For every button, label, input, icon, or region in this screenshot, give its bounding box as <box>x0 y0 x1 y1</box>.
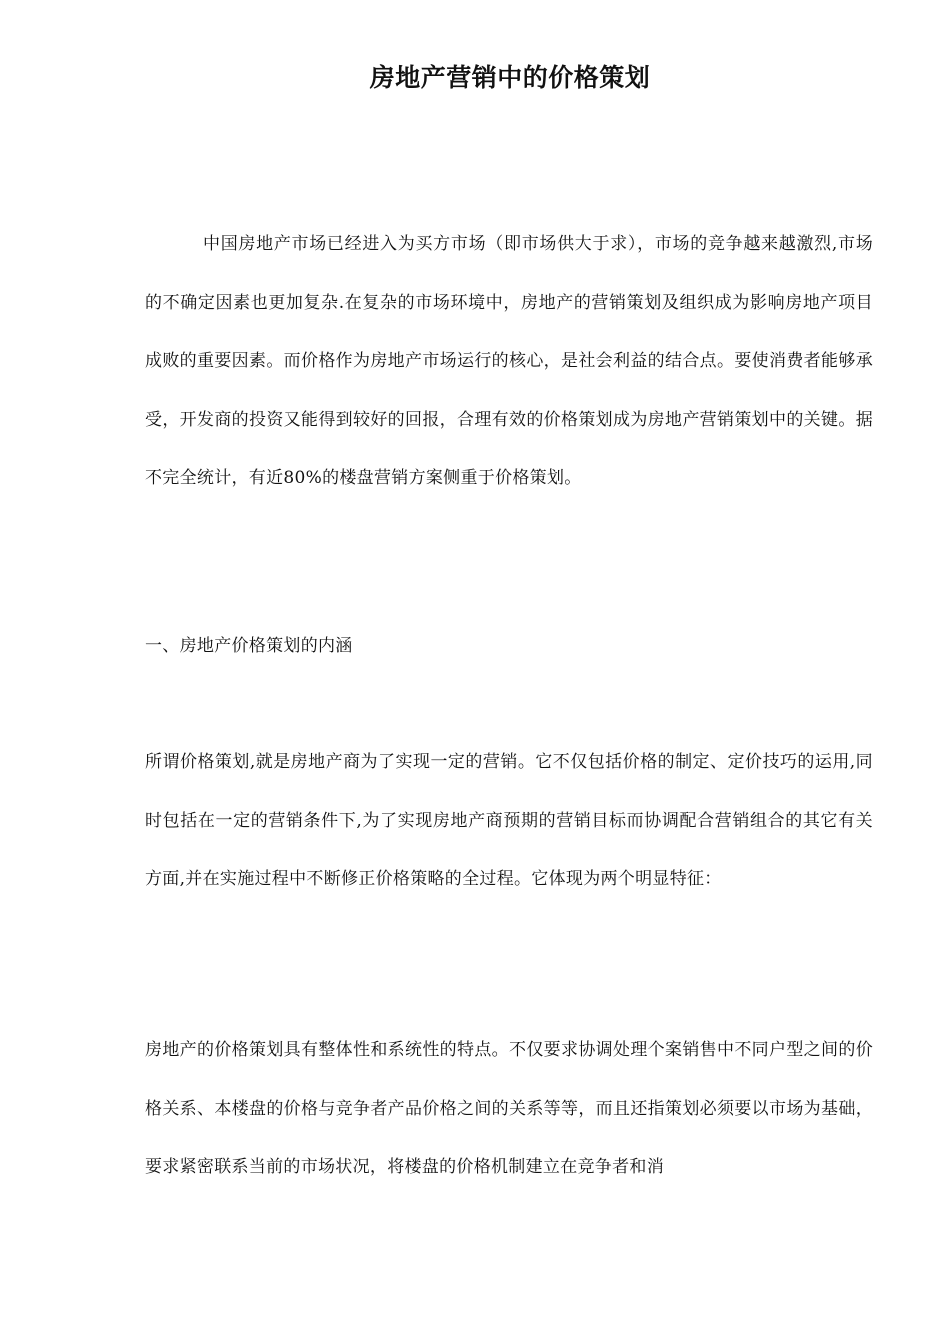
paragraph-intro: 中国房地产市场已经进入为买方市场（即市场供大于求），市场的竞争越来越激烈,市场的不确定因素也更加复杂.在复杂的市场环境中，房地产的营销策划及组织成为影响房地产项目成败的重要因素。而价格作为房地产市场运行的核心，是社会利益的结合点。要使消费者能够承受，开发商的投资又能得到较好的回报，合理有效的价格策划成为房地产营销策划中的关键。据不完全统计，有近80%的楼盘营销方案侧重于价格策划。 <box>145 234 873 488</box>
document-title: 房地产营销中的价格策划 <box>369 63 651 92</box>
paragraph-characteristics: 房地产的价格策划具有整体性和系统性的特点。不仅要求协调处理个案销售中不同户型之间的价格关系、本楼盘的价格与竞争者产品价格之间的关系等等，而且还指策划必须要以市场为基础，要求紧密联系当前的市场状况，将楼盘的价格机制建立在竞争者和消 <box>145 1040 873 1177</box>
section-heading-1: 一、房地产价格策划的内涵 <box>145 636 353 656</box>
paragraph-definition: 所谓价格策划,就是房地产商为了实现一定的营销。它不仅包括价格的制定、定价技巧的运用,同时包括在一定的营销条件下,为了实现房地产商预期的营销目标而协调配合营销组合的其它有关方面,并在实施过程中不断修正价格策略的全过程。它体现为两个明显特征： <box>145 752 873 889</box>
